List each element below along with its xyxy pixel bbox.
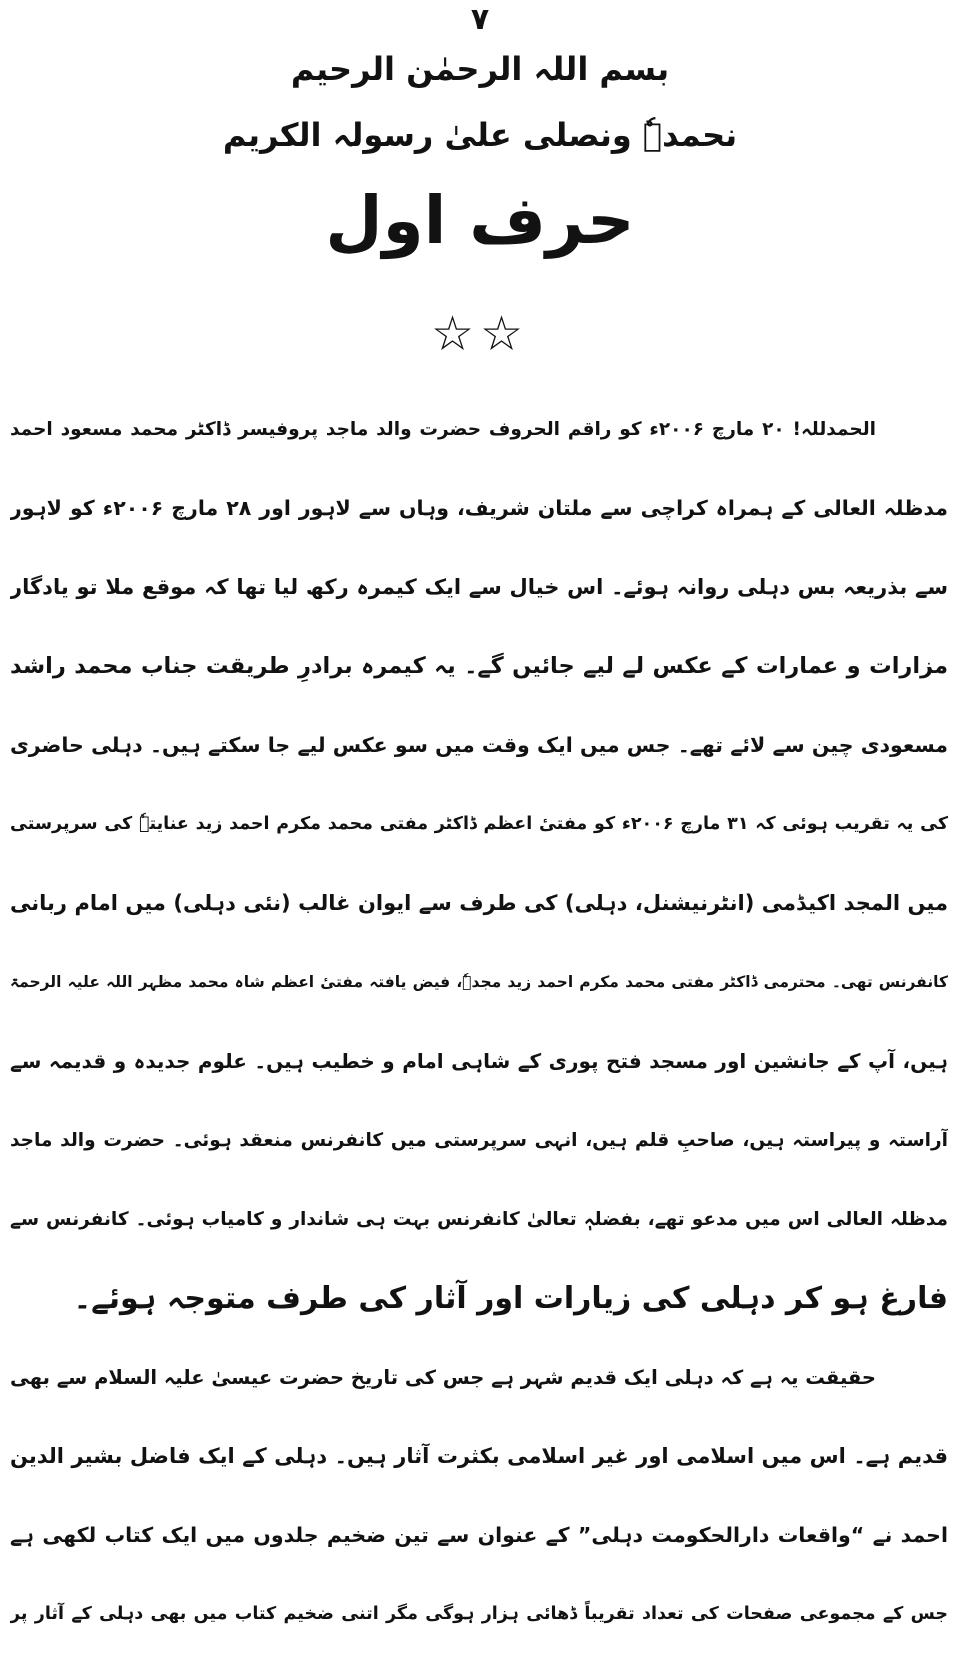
text-line: الحمدللہ! ۲۰ مارچ ۲۰۰۶ء کو راقم الحروف حضرت والد ماجد پروفیسر ڈاکٹر محمد مسعود احمد — [10, 419, 876, 440]
chapter-title: حرف اول — [325, 182, 635, 259]
text-line: سے بذریعہ بس دہلی روانہ ہوئے۔ اس خیال سے ایک کیمرہ رکھ لیا تھا کہ موقع ملا تو یادگار — [10, 575, 948, 599]
star-icon: ☆ — [430, 306, 480, 362]
star-ornament — [0, 306, 960, 362]
hamd-line: نحمدہٗ ونصلی علیٰ رسولہ الکریم — [222, 116, 738, 154]
star-icon: ☆ — [480, 306, 530, 362]
text-line: آراستہ و پیراستہ ہیں، صاحبِ قلم ہیں، انہی سرپرستی میں کانفرنس منعقد ہوئی۔ حضرت والد ماجد — [10, 1130, 948, 1151]
paragraph — [10, 390, 948, 1338]
text-line: جس کے مجموعی صفحات کی تعداد تقریباً ڈھائی ہزار ہوگی مگر اتنی ضخیم کتاب میں بھی دہلی کے آثار پر — [10, 1604, 948, 1624]
text-line: میں المجد اکیڈمی (انٹرنیشنل، دہلی) کی طرف سے ایوان غالب (نئی دہلی) میں امام ربانی — [10, 891, 948, 915]
text-line: مزارات و عمارات کے عکس لے لیے جائیں گے۔ یہ کیمرہ برادرِ طریقت جناب محمد راشد — [10, 653, 948, 679]
paragraph — [10, 1338, 948, 1654]
body-text — [10, 390, 948, 1654]
text-line: احمد نے “واقعات دارالحکومت دہلی” کے عنوان سے تین ضخیم جلدوں میں ایک کتاب لکھی ہے — [10, 1523, 948, 1547]
text-line: مسعودی چین سے لائے تھے۔ جس میں ایک وقت میں سو عکس لیے جا سکتے ہیں۔ دہلی حاضری — [10, 733, 948, 757]
text-line: مدظلہ العالی کے ہمراہ کراچی سے ملتان شریف، وہاں سے لاہور اور ۲۸ مارچ ۲۰۰۶ء کو لاہور — [10, 496, 948, 520]
text-line: مدظلہ العالی اس میں مدعو تھے، بفضلہٖ تعالیٰ کانفرنس بہت ہی شاندار و کامیاب ہوئی۔ کانفرنس سے — [10, 1209, 948, 1230]
bismillah-line: بسم اللہ الرحمٰن الرحیم — [290, 50, 670, 88]
text-line: قدیم ہے۔ اس میں اسلامی اور غیر اسلامی بکثرت آثار ہیں۔ دہلی کے ایک فاضل بشیر الدین — [10, 1444, 948, 1468]
text-line: کانفرنس تھی۔ محترمی ڈاکٹر مفتی محمد مکرم احمد زید مجدہٗ، فیض یافتہ مفتیٔ اعظم شاہ محمد مظہر اللہ علیہ الرحمۃ — [10, 973, 948, 991]
text-line: کی یہ تقریب ہوئی کہ ۳۱ مارچ ۲۰۰۶ء کو مفتیٔ اعظم ڈاکٹر مفتی محمد مکرم احمد زید عنایتہٗ کی سرپرستی — [10, 814, 948, 834]
text-line: حقیقت یہ ہے کہ دہلی ایک قدیم شہر ہے جس کی تاریخ حضرت عیسیٰ علیہ السلام سے بھی — [10, 1366, 876, 1389]
text-line: ہیں، آپ کے جانشین اور مسجد فتح پوری کے شاہی امام و خطیب ہیں۔ علوم جدیدہ و قدیمہ سے — [10, 1049, 948, 1073]
text-line: فارغ ہو کر دہلی کی زیارات اور آثار کی طرف متوجہ ہوئے۔ — [73, 1281, 948, 1316]
page-number: ۷ — [470, 2, 490, 37]
